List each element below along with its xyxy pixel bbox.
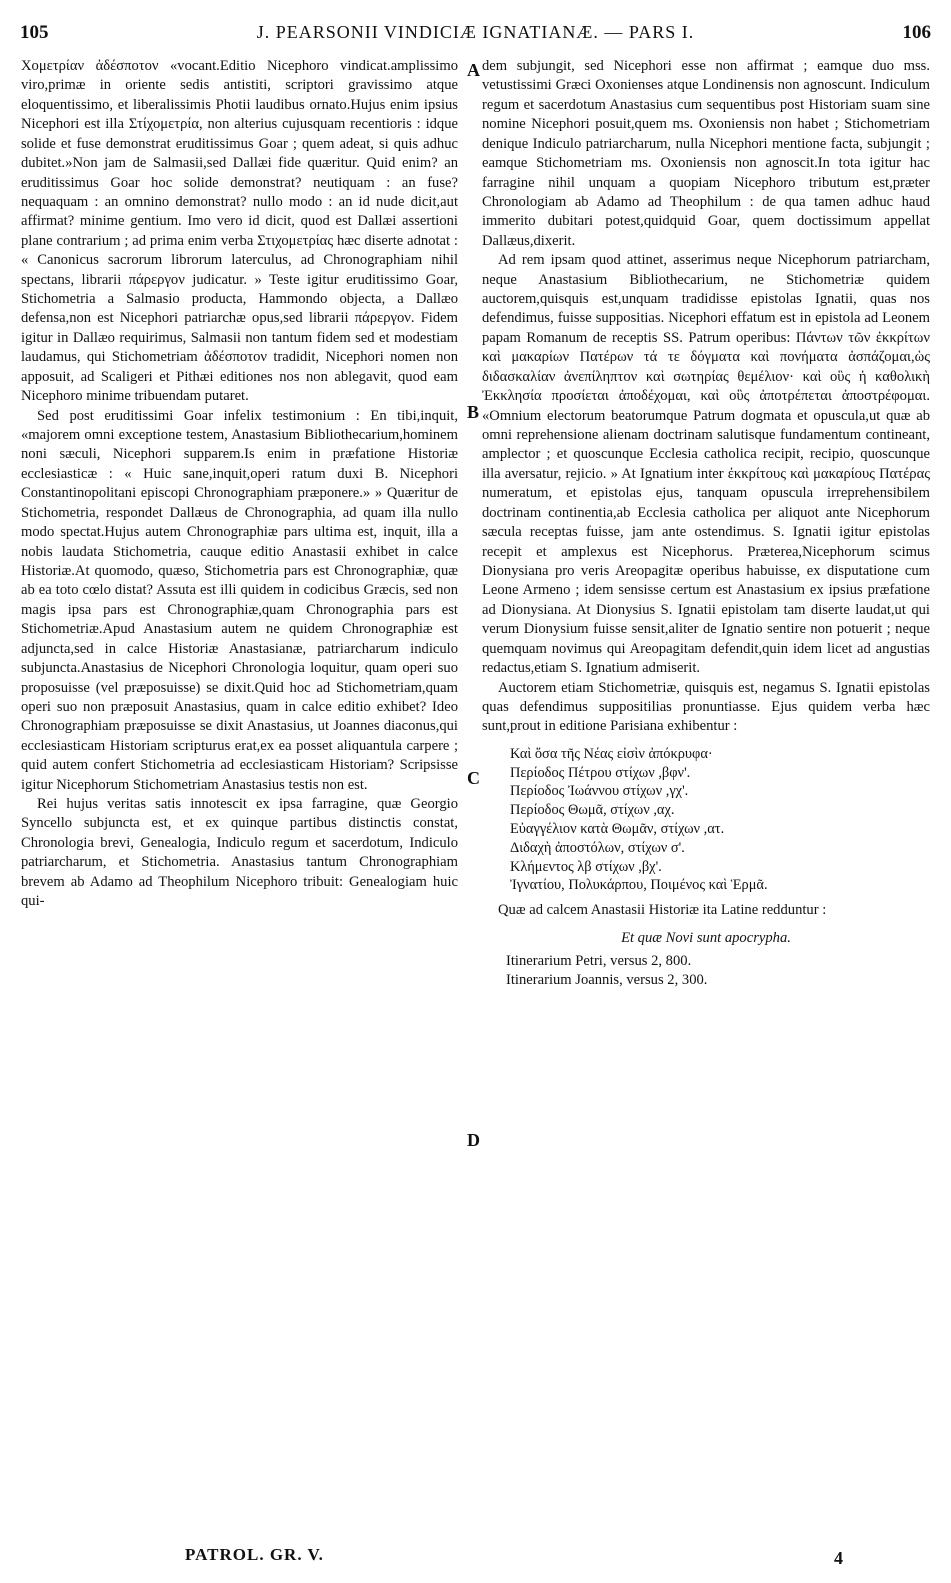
right-column xyxy=(482,57,930,991)
left-column xyxy=(21,57,458,912)
margin-mark-a: A xyxy=(467,60,480,80)
footer-right: 4 xyxy=(834,1548,843,1568)
verse-line: Διδαχὴ ἀποστόλων, στίχων σ'. xyxy=(510,839,685,856)
verse-line: Κλήμεντος λβ στίχων ,βχ'. xyxy=(510,858,662,875)
verse-line: Καὶ ὅσα τῆς Νέας εἰσὶν ἀπόκρυφα· xyxy=(510,745,713,762)
margin-mark-c: C xyxy=(467,768,480,788)
verse-line: Ἰγνατίου, Πολυκάρπου, Ποιμένος καὶ Ἑρμᾶ. xyxy=(510,877,768,894)
right-paragraph-3: Auctorem etiam Stichometriæ, quisquis est, negamus S. Ignatii epistolas quas defendimus suppositilias pronuntiasse. Ejus quidem verba hæc sunt,prout in editione Parisiana exhibentur : xyxy=(482,679,930,735)
verse-line: Περίοδος Θωμᾶ, στίχων ,αχ. xyxy=(510,802,675,819)
verse-line: Περίοδος Ἰωάννου στίχων ,γχ'. xyxy=(510,783,689,800)
running-title: J. PEARSONII VINDICIÆ IGNATIANÆ. — PARS I. xyxy=(256,22,695,42)
itinerary-list xyxy=(506,952,930,991)
left-paragraph-3: Rei hujus veritas satis innotescit ex ipsa farragine, quæ Georgio Syncello subjuncta est, et ex quinque partibus distinctis constat, Chronologia brevi, Genealogia, Indiculo regum et sacerdotum, Indiculo patriarcharum, et Stichometria. Anastasius tantum Chronographiam brevem ab Adamo ad Theophilum Nicephoro tribuit: Genealogiam huic qui- xyxy=(21,796,458,910)
italic-heading: Et quæ Novi sunt apocrypha. xyxy=(621,929,791,946)
right-paragraph-1: dem subjungit, sed Nicephori esse non affirmat ; eamque duo mss. vetustissimi Græci Oxonienses atque Londinensis non agnoscunt. Indiculum regum et sacerdotum Anastasius cum sequentibus post Historiam suam sine nomine Nicephori posuit,quem ms. Oxoniensis non habet ; Stichometriam denique Indiculo patriarcharum, nulla Nicephori mentione facta, subjungit ; eamque Stichometriam ms. Oxoniensis non agnoscit.In tota igitur hac farragine nihil unquam a quopiam Nicephoro tributum est,præter Chronologiam ab Adamo ad Theophilum : de qua tamen adhuc haud immerito dubitari potest,quidquid Goar, quem doctissimum appellat Dallæus,dixerit. xyxy=(482,58,930,249)
left-paragraph-1: Χομετρίαν ἀδέσποτον «vocant.Editio Nicephoro vindicat.amplissimo viro,primæ in oriente sedis antistiti, scriptori gravissimo atque eloquentissimo, et liberalissimis Photii laudibus ornato.Hujus enim ipsius Nicephori est illa Στίχομετρία, non alterius cujusquam recentioris : idque solide et fuse demonstrat eruditissimus Goar ; quem adeat, si quis adhuc dubitet.»Non jam de Salmasii,sed Dallæi fide quæritur. Quid enim? an eruditissimus Goar hoc solide demonstrat? neutiquam : an fuse? nequaquam : an omnino demonstrat? nullo modo : an id nude dicit,aut affirmat? minime gentium. Imo vero id dicit, quod est Dallæi assertioni plane contrarium ; ad prima enim verba Στιχομετρίας hæc diserte adnotat : « Canonicus sacrorum librorum laterculus, ad Chronographiam nihil spectans, librarii πάρεργον judicatur. » Teste igitur eruditissimo Goar, Stichometria a Salmasio producta, Hammondo objecta, a Dallæo defensa,non est Nicephori patriarchæ opus,sed librarii πάρεργον. Fidem igitur in Dallæo requirimus, Salmasii non tantum fidem sed et modestiam laudamus, qui Stichometriam ἀδέσποτον tradidit, Nicephori nomen non apposuit, ad Scaligeri et Pithæi editiones nos non ablegavit, quod eam Nicephoro minime tribuendam putaret. xyxy=(21,58,458,405)
page-number-right: 106 xyxy=(902,22,931,43)
verse-line: Περίοδος Πέτρου στίχων ,βφν'. xyxy=(510,764,691,781)
page-number-left: 105 xyxy=(20,22,49,43)
verse-line: Εὐαγγέλιον κατὰ Θωμᾶν, στίχων ,ατ. xyxy=(510,820,725,837)
footer-left: PATROL. GR. V. xyxy=(185,1545,324,1564)
right-paragraph-2: Ad rem ipsam quod attinet, asserimus neque Nicephorum patriarcham, neque Anastasium Bibliothecarium, ne Stichometriæ quidem auctorem,quisquis est,unquam tradidisse epistolas Ignatii, quas nos defendimus, fuisse suppositias. Nicephori effatum est in epistola ad Leonem papam Romanum de receptis SS. Patrum operibus: Πάντων τῶν ἐκκρίτων καὶ μακαρίων Πατέρων τά τε δόγματα καὶ πονήματα ἀσπάζομαι,ὡς διδασκαλίαν ἀνεπίληπτον καὶ σωτηρίας θεμέλιον· καὶ οὓς ἡ καθολικὴ Ἐκκλησία προσίεται ἀποδέχομαι, καὶ οὓς ἀποτρέπεται ἀποστρέφομαι. «Omnium electorum beatorumque Patrum dogmata et opuscula,ut quæ ab omni reprehensione alienam doctrinam salutisque fundamentum contineant, amplector ; et quoscunque Ecclesia catholica recipit, recipio, quoscunque illa aversatur, rejicio. » At Ignatium inter ἐκκρίτους καὶ μακαρίους Πατέρας numeratum, et epistolas ejus, tanquam opuscula irreprehensibilem doctrinam continentia,ab Ecclesia catholica per aliquot ante Nicephorum sæcula receptas fuisse, jam ante ostendimus. S. Ignatii igitur epistolas recepit et amplexus est Nicephorus. Præterea,Nicephorum scimus Dionysiana pro veris Areopagitæ operibus habuisse, ex disputatione cum Leone Armeno ; idem sensisse certum est Anastasium ex ipsius præfatione ad Dionysiana. At Dionysius S. Ignatii epistolam tam diserte laudat,ut qui verum Dionysium fuisse sensit,aliter de Ignatio sentire non potuerit ; neque quemquam novimus qui Areopagitam defendit,quin idem licet ad angustias redactus,etiam S. Ignatium admiserit. xyxy=(482,252,930,677)
greek-verse-list xyxy=(510,745,930,895)
page-header xyxy=(20,22,931,46)
margin-mark-b: B xyxy=(467,402,480,422)
left-paragraph-2: Sed post eruditissimi Goar infelix testimonium : En tibi,inquit, «majorem omni exceptione testem, Anastasium Bibliothecarium,hominem noni sæculi, Nicephori supparem.Is enim in præfatione Historiæ ecclesiasticæ : « Huic sane,inquit,operi ratum duxi B. Nicephori Constantinopolitani episcopi Chronographiam præponere.» » Quæritur de Stichometria, respondet Dallæus de Chronographia, ad quam illa nullo modo spectat.Hujus autem Chronographiæ pars ultima est, inquit, illa a nobis laudata Stichometria, cauque editio Anastasii exhibet in calce Historiæ.At quomodo, quæso, Stichometria pars est Chronographiæ, quæ ab ea toto cœlo distat? Assuta est illi quidem in codicibus Græcis, sed non magis ipsa pars est Chronographiæ,quam Chronographia pars est Stichometriæ.Apud Anastasium autem ne quidem Chronographiæ est adjuncta,sed in calce Historiæ Anastasianæ, patriarcharum indiculo subjuncta.Anastasius de Nicephori Chronologia loquitur, quam operi suo proposuisse (vel præposuisse) se dixit.Quid hoc ad Stichometriam,quam operi suo non præposuit Anastasius, quam in calce editio exhibet? Ideo Chronographiam præposuisse se dixit Anastasius, ut Joannes diaconus,qui ecclesiasticam Historiam scripturus erat,ex ea posset aliquantula carpere ; quid autem confert Stichometria ad ecclesiasticam Historiam? Scripsisse igitur Nicephorum Stichometriam Anastasius testis non est. xyxy=(21,407,458,793)
right-paragraph-4: Quæ ad calcem Anastasii Historiæ ita Latine redduntur : xyxy=(498,902,827,919)
itinerary-line: Itinerarium Joannis, versus 2, 300. xyxy=(506,972,708,989)
margin-mark-d: D xyxy=(467,1130,480,1150)
itinerary-line: Itinerarium Petri, versus 2, 800. xyxy=(506,952,692,969)
